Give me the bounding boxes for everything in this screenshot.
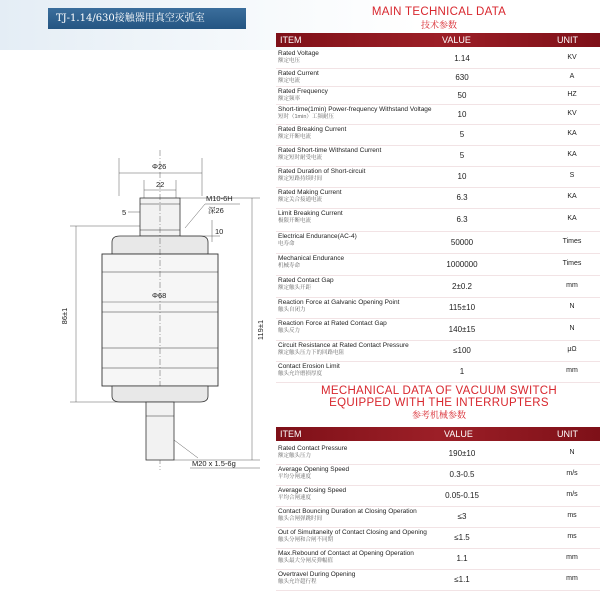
row-unit: N <box>569 449 575 456</box>
row-unit: m/s <box>566 491 578 498</box>
dim-body-diameter: Φ68 <box>152 291 167 300</box>
row-name-cn: 触头最大分闸反弹幅值 <box>278 557 334 564</box>
row-value: 10 <box>457 110 467 119</box>
dim-top-diameter: Φ26 <box>152 162 167 171</box>
row-name <box>278 255 446 269</box>
row-name <box>278 445 446 459</box>
row-value: 0.05-0.15 <box>445 491 479 500</box>
row-name-en: Rated Breaking Current <box>278 126 347 133</box>
row-value: 2±0.2 <box>452 282 472 291</box>
row-name <box>278 487 446 501</box>
row-value: ≤1.5 <box>454 533 470 542</box>
row-name-cn: 触头自闭力 <box>278 306 306 313</box>
table-row <box>276 341 600 362</box>
dim-thread-bottom: M20 x 1.5-6g <box>192 459 236 468</box>
table-row <box>276 549 600 570</box>
table-row <box>276 319 600 341</box>
row-name <box>278 147 446 161</box>
row-name-cn: 触头允许磨损厚度 <box>278 370 323 377</box>
row-name-cn: 额定触头压力下的回路电阻 <box>278 349 345 356</box>
row-name <box>278 342 446 356</box>
main-table-body <box>276 49 600 383</box>
row-name-cn: 额定电流 <box>278 77 301 84</box>
row-unit: KV <box>567 54 577 61</box>
col-value: VALUE <box>444 429 473 439</box>
table-row <box>276 105 600 125</box>
row-name-cn: 额定短路持续时间 <box>278 175 323 182</box>
dim-119: 119±1 <box>256 319 265 341</box>
row-value: 6.3 <box>456 193 468 202</box>
table-row <box>276 232 600 254</box>
row-unit: KV <box>567 110 577 117</box>
row-name-cn: 触头反力 <box>278 327 301 334</box>
row-name-cn: 额定开断电流 <box>278 133 312 140</box>
main-table-header <box>276 33 600 47</box>
table-row <box>276 69 600 87</box>
row-name-en: Rated Frequency <box>278 88 328 95</box>
row-value: 5 <box>459 130 465 139</box>
product-title-bar <box>48 8 246 29</box>
row-name <box>278 466 446 480</box>
row-unit: KA <box>567 130 577 137</box>
row-name <box>278 126 446 140</box>
row-value: ≤100 <box>453 346 471 355</box>
row-name <box>278 571 446 585</box>
row-name-en: Rated Contact Pressure <box>278 445 348 452</box>
row-name-en: Limit Breaking Current <box>278 210 343 217</box>
row-value: ≤1.1 <box>454 575 470 584</box>
dim-86: 86±1 <box>60 307 69 325</box>
col-unit: UNIT <box>557 35 578 45</box>
row-name-en: Rated Duration of Short-circuit <box>278 168 366 175</box>
col-value: VALUE <box>442 35 471 45</box>
row-name-en: Rated Contact Gap <box>278 277 334 284</box>
row-name <box>278 550 446 564</box>
row-name <box>278 168 446 182</box>
table-row <box>276 465 600 486</box>
row-unit: KA <box>567 215 577 222</box>
row-value: 140±15 <box>448 325 476 334</box>
row-name <box>278 50 446 64</box>
dim-thread-top: M10-6H <box>206 194 233 203</box>
row-unit: mm <box>566 575 578 582</box>
table-row <box>276 507 600 528</box>
row-value: 10 <box>457 172 467 181</box>
row-unit: Times <box>562 260 582 267</box>
row-value: 6.3 <box>456 215 468 224</box>
row-name-cn: 额定触头开距 <box>278 284 312 291</box>
row-name <box>278 233 446 247</box>
row-name-cn: 额定电压 <box>278 57 301 64</box>
row-unit: HZ <box>567 91 577 98</box>
row-value: 630 <box>455 73 469 82</box>
row-name-en: Reaction Force at Rated Contact Gap <box>278 320 387 327</box>
row-value: ≤3 <box>457 512 467 521</box>
row-value: 1000000 <box>446 260 478 269</box>
row-unit: N <box>569 303 575 310</box>
row-name-cn: 额定频率 <box>278 95 301 102</box>
main-table-title: MAIN TECHNICAL DATA <box>371 6 507 18</box>
row-name <box>278 210 446 224</box>
row-value: 1 <box>459 367 465 376</box>
row-name-en: Rated Making Current <box>278 189 342 196</box>
table-row <box>276 486 600 507</box>
row-unit: mm <box>566 554 578 561</box>
row-name <box>278 508 446 522</box>
dim-5: 5 <box>122 208 127 217</box>
row-unit: KA <box>567 193 577 200</box>
row-name-en: Rated Short-time Withstand Current <box>278 147 382 154</box>
table-row <box>276 87 600 105</box>
product-title: TJ-1.14/630接触器用真空灭弧室 <box>56 13 205 24</box>
table-row <box>276 254 600 276</box>
row-name-en: Electrical Endurance(AC-4) <box>278 233 357 240</box>
table-row <box>276 298 600 319</box>
table-row <box>276 146 600 167</box>
col-item: ITEM <box>280 35 302 45</box>
col-unit: UNIT <box>557 429 578 439</box>
row-name-en: Reaction Force at Galvanic Opening Point <box>278 299 400 306</box>
row-name-en: Short-time(1min) Power-frequency Withstand Voltage <box>278 106 432 113</box>
table-row <box>276 167 600 188</box>
table-row <box>276 125 600 146</box>
row-name-en: Average Closing Speed <box>278 487 347 494</box>
row-name-cn: 额定关合接通电流 <box>278 196 323 203</box>
row-name-en: Out of Simultaneity of Contact Closing and Opening <box>278 529 427 536</box>
dim-10: 10 <box>215 227 224 236</box>
row-name-cn: 触头允许超行程 <box>278 578 317 585</box>
mech-table-title-line2: EQUIPPED WITH THE INTERRUPTERS <box>329 397 549 409</box>
table-row <box>276 188 600 209</box>
row-unit: KA <box>567 151 577 158</box>
row-name <box>278 189 446 203</box>
row-name-en: Rated Voltage <box>278 50 319 57</box>
row-name-en: Overtravel During Opening <box>278 571 356 578</box>
row-name-cn: 平均分闸速度 <box>278 473 312 480</box>
row-name-en: Rated Current <box>278 70 319 77</box>
row-name <box>278 88 446 102</box>
row-name-en: Average Opening Speed <box>278 466 350 473</box>
row-name-cn: 额定触头压力 <box>278 452 312 459</box>
table-row <box>276 528 600 549</box>
row-value: 1.14 <box>454 54 470 63</box>
row-name-cn: 平均合闸速度 <box>278 494 312 501</box>
row-name-en: Contact Erosion Limit <box>278 363 340 370</box>
row-name <box>278 106 446 120</box>
table-row <box>276 49 600 69</box>
row-unit: m/s <box>566 470 578 477</box>
row-name-cn: 额定短时耐受电流 <box>278 154 323 161</box>
row-unit: N <box>569 325 575 332</box>
row-value: 50000 <box>450 238 474 247</box>
table-row <box>276 444 600 465</box>
row-name <box>278 299 446 313</box>
row-name-cn: 短时（1min）工频耐压 <box>278 113 334 120</box>
row-unit: A <box>569 73 575 80</box>
row-name-en: Mechanical Endurance <box>278 255 345 262</box>
row-name-cn: 电寿命 <box>278 240 295 247</box>
interrupter-drawing <box>40 140 275 485</box>
mech-table-header <box>276 427 600 441</box>
row-value: 0.3-0.5 <box>449 470 475 479</box>
row-name-en: Max.Rebound of Contact at Opening Operation <box>278 550 414 557</box>
row-name-cn: 机械寿命 <box>278 262 301 269</box>
row-unit: μΩ <box>567 346 577 353</box>
main-table-title-cn: 技术参数 <box>420 21 457 31</box>
row-value: 5 <box>459 151 465 160</box>
row-unit: mm <box>566 367 578 374</box>
mech-table-body <box>276 444 600 591</box>
table-row <box>276 362 600 383</box>
row-name-cn: 触头分闸和合闸不同期 <box>278 536 334 543</box>
row-name <box>278 320 446 334</box>
row-unit: ms <box>567 533 577 540</box>
row-unit: Times <box>562 238 582 245</box>
dim-depth: 深26 <box>208 206 224 215</box>
row-name <box>278 277 446 291</box>
table-row <box>276 570 600 591</box>
row-value: 1.1 <box>456 554 468 563</box>
row-value: 50 <box>457 91 467 100</box>
mech-table-title-line1: MECHANICAL DATA OF VACUUM SWITCH <box>321 385 557 397</box>
dim-width-22: 22 <box>156 180 165 189</box>
row-unit: mm <box>566 282 578 289</box>
col-item: ITEM <box>280 429 302 439</box>
row-name <box>278 529 446 543</box>
table-row <box>276 209 600 232</box>
row-name <box>278 70 446 84</box>
row-name-en: Circuit Resistance at Rated Contact Pressure <box>278 342 409 349</box>
row-value: 190±10 <box>448 449 476 458</box>
mech-table-title-cn: 参考机械参数 <box>411 411 466 421</box>
row-name-cn: 触头合闸弹跳时间 <box>278 515 323 522</box>
row-unit: S <box>569 172 575 179</box>
row-name-en: Contact Bouncing Duration at Closing Operation <box>278 508 417 515</box>
row-unit: ms <box>567 512 577 519</box>
row-value: 115±10 <box>448 303 476 312</box>
row-name <box>278 363 446 377</box>
row-name-cn: 极限开断电流 <box>278 217 312 224</box>
table-row <box>276 276 600 298</box>
